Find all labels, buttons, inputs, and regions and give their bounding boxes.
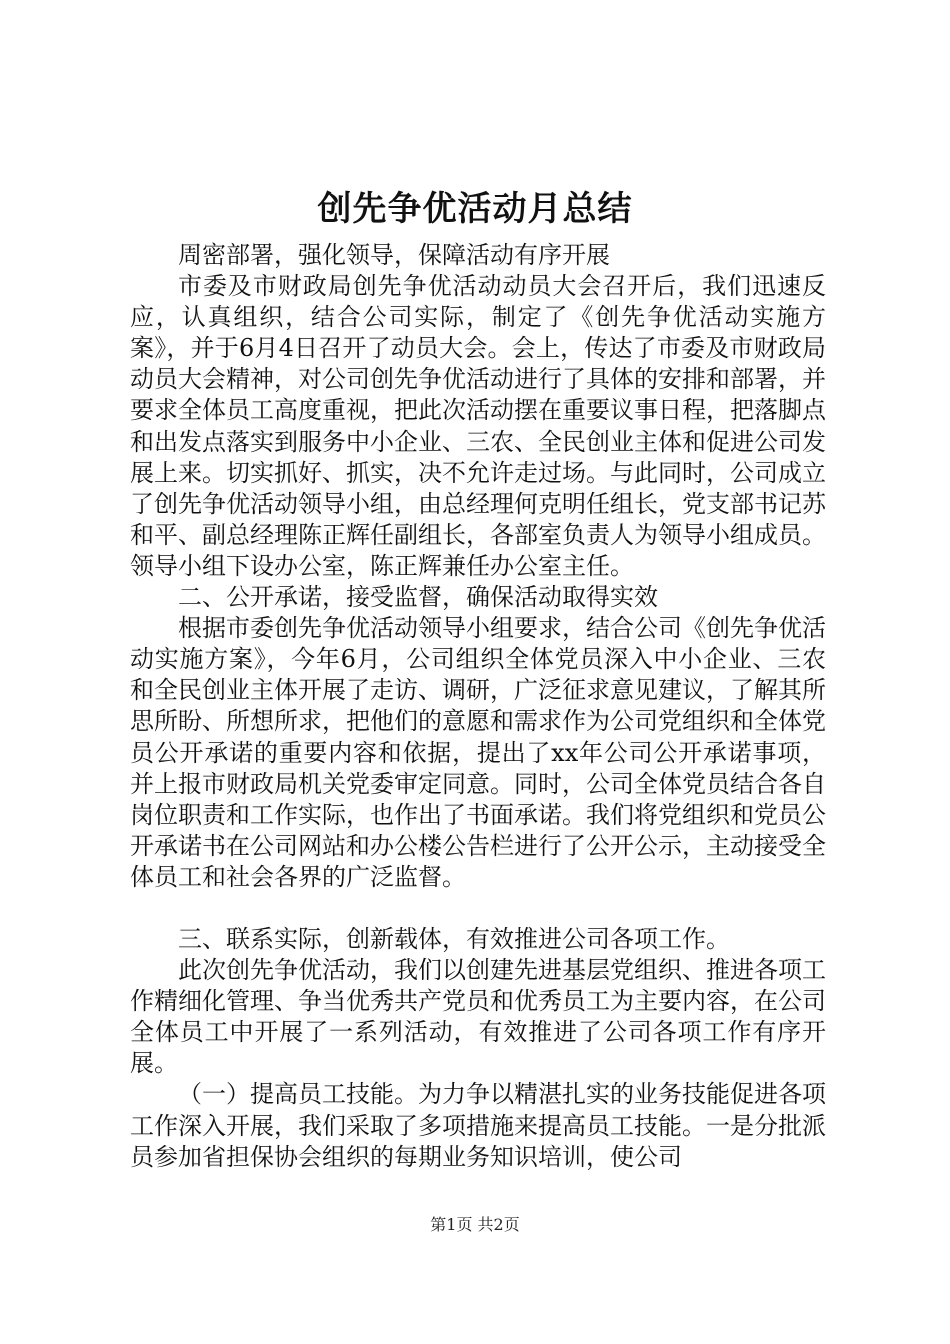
paragraph-3: 此次创先争优活动，我们以创建先进基层党组织、推进各项工作精细化管理、争当优秀共产党员和优秀员工为主要内容，在公司全体员工中开展了一系列活动，有效推进了公司各项工作有序开展。 [130, 956, 826, 1078]
page-footer: 第1页 共2页 [430, 1215, 520, 1234]
section-heading-2: 二、公开承诺，接受监督，确保活动取得实效 [178, 583, 658, 612]
section-heading-1: 周密部署，强化领导，保障活动有序开展 [178, 241, 610, 269]
document-body [130, 240, 826, 1173]
document-title: 创先争优活动月总结 [317, 189, 633, 229]
section-heading-3: 三、联系实际，创新载体，有效推进公司各项工作。 [178, 924, 730, 953]
paragraph-2: 根据市委创先争优活动领导小组要求，结合公司《创先争优活动实施方案》，今年6月，公司组织全体党员深入中小企业、三农和全民创业主体开展了走访、调研，广泛征求意见建议，了解其所思所盼、所想所求，把他们的意愿和需求作为公司党组织和全体党员公开承诺的重要内容和依据，提出了xx年公司公开承诺事项，并上报市财政局机关党委审定同意。同时，公司全体党员结合各自岗位职责和工作实际，也作出了书面承诺。我们将党组织和党员公开承诺书在公司网站和办公楼公告栏进行了公开公示，主动接受全体员工和社会各界的广泛监督。 [130, 614, 826, 891]
paragraph-4: （一）提高员工技能。为力争以精湛扎实的业务技能促进各项工作深入开展，我们采取了多项措施来提高员工技能。一是分批派员参加省担保协会组织的每期业务知识培训，使公司 [130, 1080, 826, 1171]
paragraph-1: 市委及市财政局创先争优活动动员大会召开后，我们迅速反应，认真组织，结合公司实际，制定了《创先争优活动实施方案》，并于6月4日召开了动员大会。会上，传达了市委及市财政局动员大会精神，对公司创先争优活动进行了具体的安排和部署，并要求全体员工高度重视，把此次活动摆在重要议事日程，把落脚点和出发点落实到服务中小企业、三农、全民创业主体和促进公司发展上来。切实抓好、抓实，决不允许走过场。与此同时，公司成立了创先争优活动领导小组，由总经理何克明任组长，党支部书记苏和平、副总经理陈正辉任副组长，各部室负责人为领导小组成员。领导小组下设办公室，陈正辉兼任办公室主任。 [130, 272, 826, 580]
